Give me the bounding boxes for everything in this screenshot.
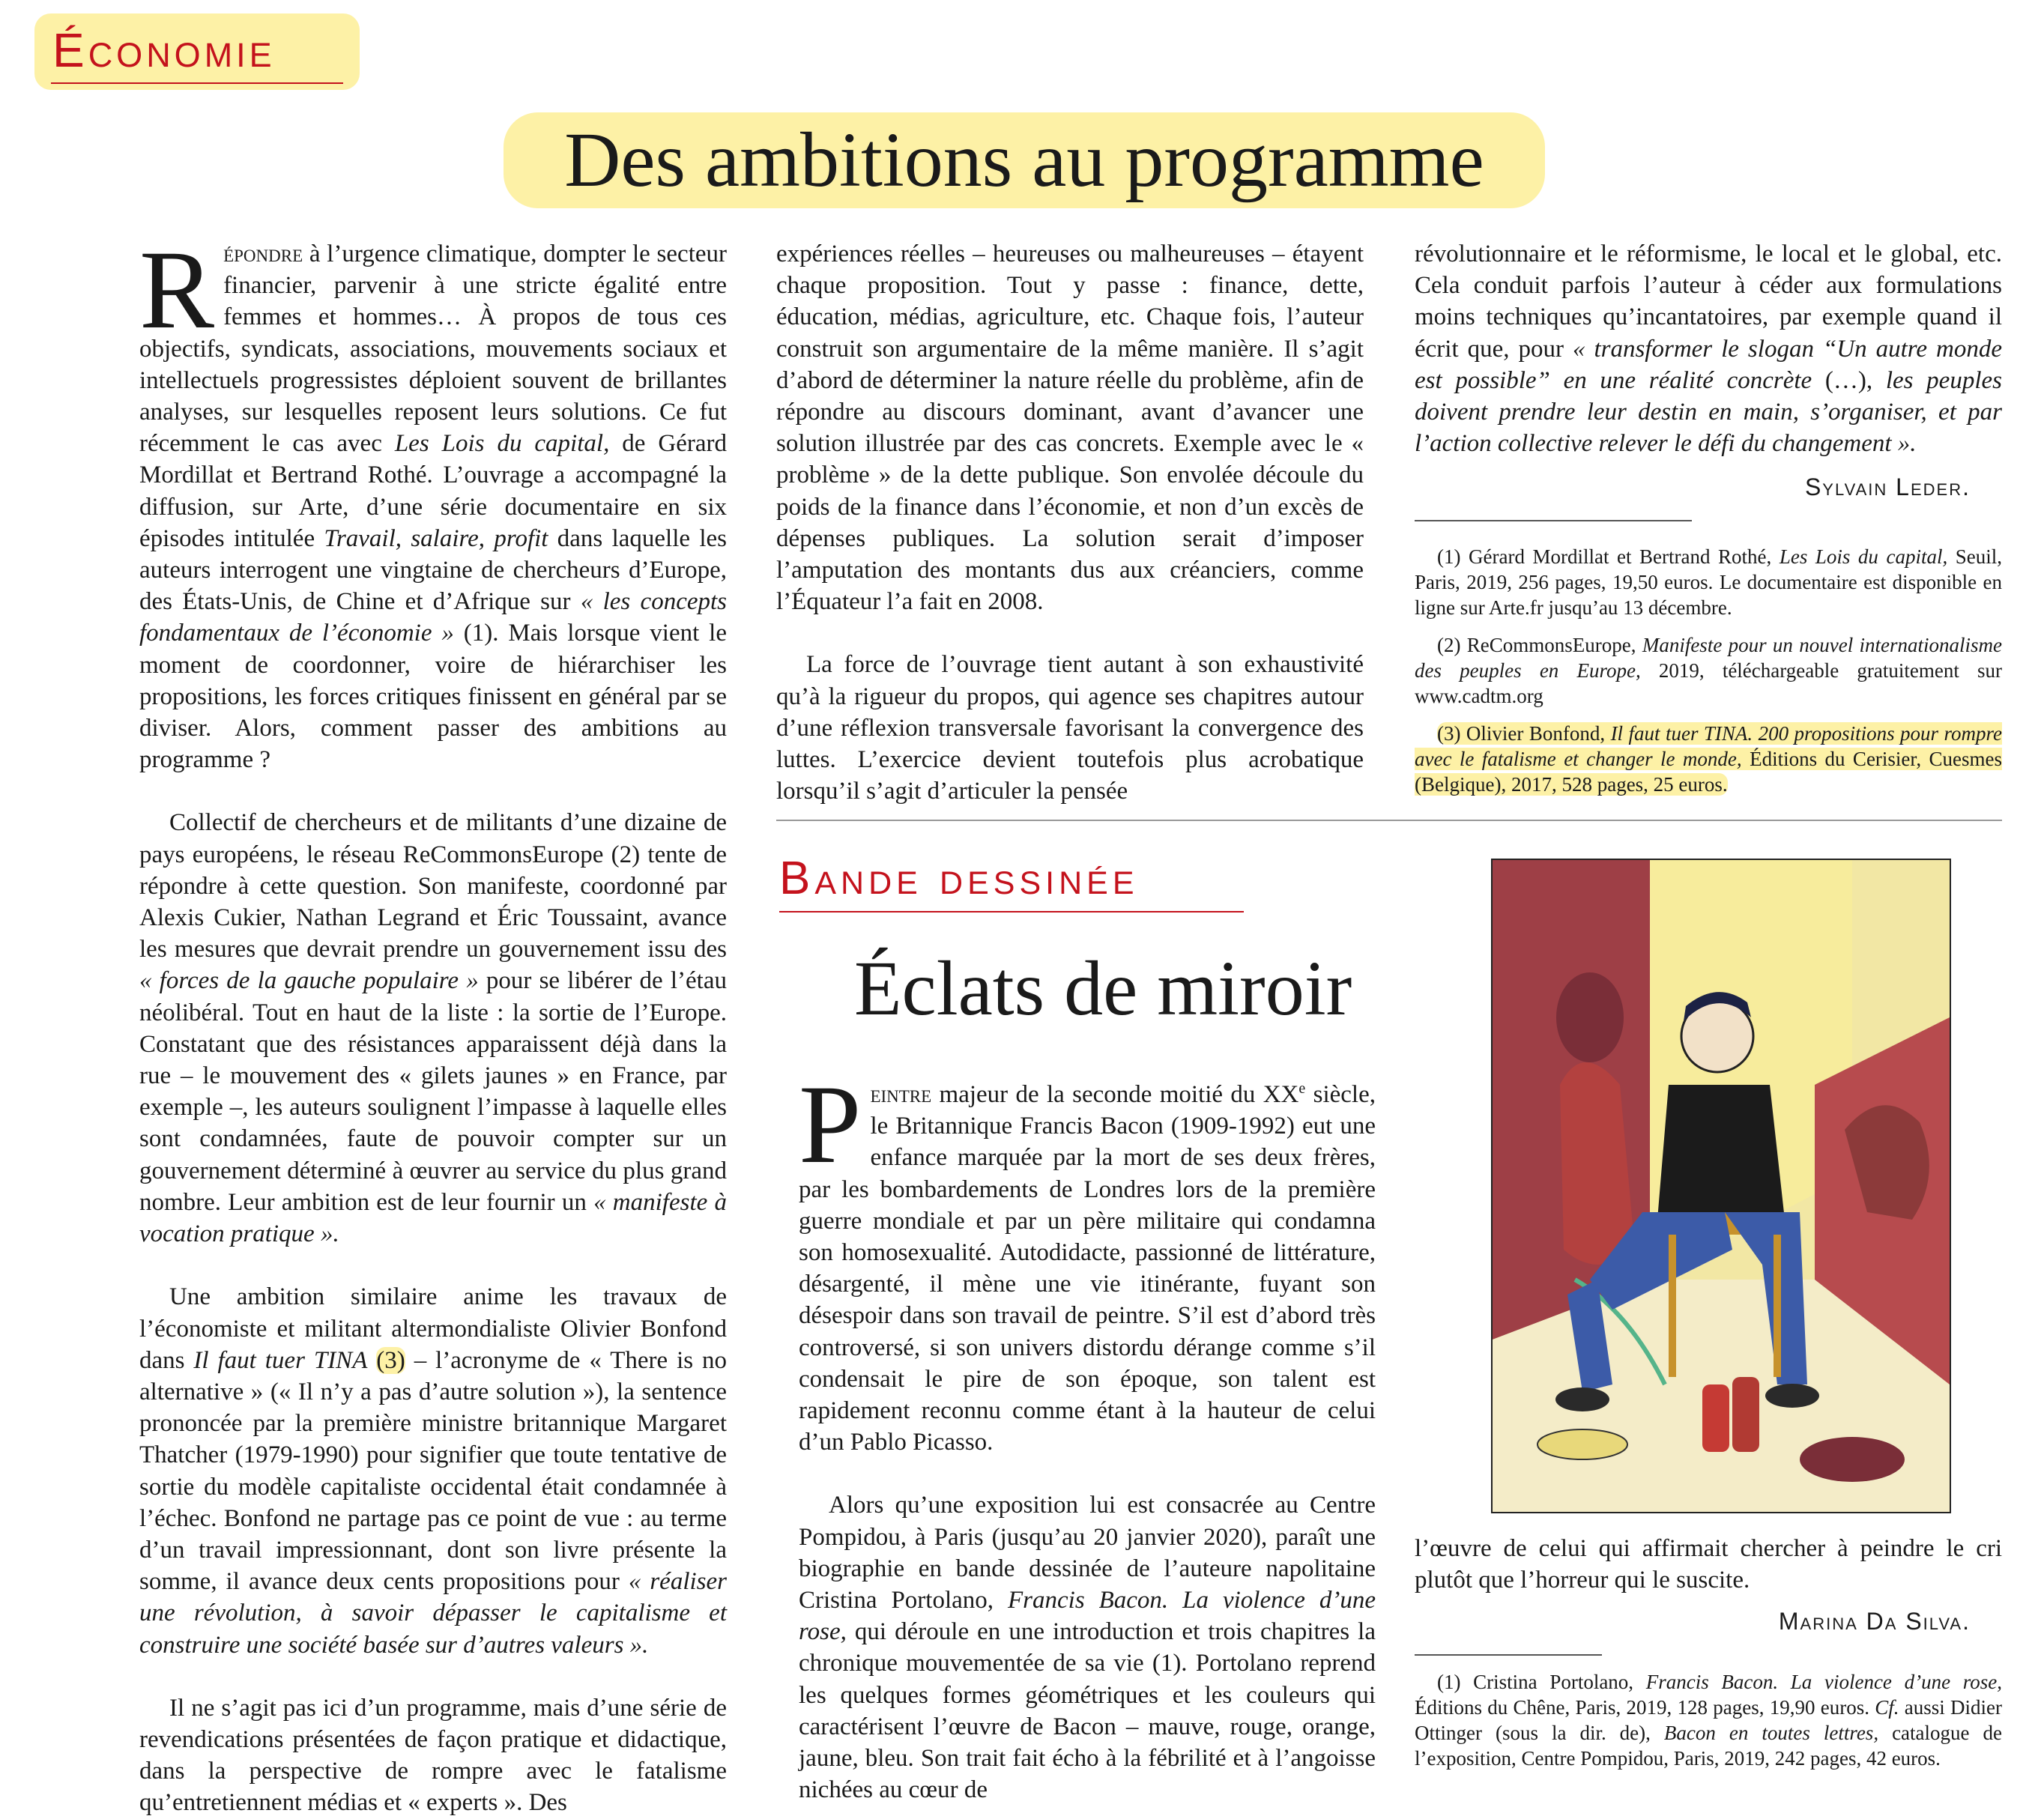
section-separator [776, 820, 2002, 821]
paragraph: expériences réelles – heureuses ou malheureuses – étayent chaque proposition. Tout y passe : finance, dette, éducation, médias, agriculture, etc. Chaque fois, l’auteur construit son argumentaire de la même manière. Il s’agit d’abord de déterminer la nature réelle du problème, afin de répondre au discours dominant, avant d’avancer une solution illustrée par des cas concrets. Exemple avec le « problème » de la dette publique. Son envolée découle du poids de la finance dans l’économie, et non d’un excès de dépenses publiques. La solution serait d’imposer l’amputation des montants dus aux créanciers, comme l’Équateur l’a fait en 2008. [776, 240, 1364, 616]
footnote-2: (2) ReCommonsEurope, Manifeste pour un nouvel internationalisme des peuples en Europe, 2019, téléchargeable gratuitement sur www.cadtm.org [1415, 634, 2003, 707]
section-tag-bd [779, 853, 1244, 912]
author-signature: Sylvain Leder. [1804, 473, 1971, 500]
economie-column-3 [1415, 238, 2002, 478]
paragraph: Répondre à l’urgence climatique, dompter le secteur financier, parvenir à une stricte égalité entre femmes et hommes… À propos de tous ces objectifs, syndicats, associations, mouvements sociaux et intellectuels progressistes déploient souvent de brillantes analyses, sur lesquelles reposent leurs solutions. Ce fut récemment le cas avec Les Lois du capital, de Gérard Mordillat et Bertrand Rothé. L’ouvrage a accompagné la diffusion, sur Arte, d’une série documentaire en six épisodes intitulée Travail, salaire, profit dans laquelle les auteurs interrogent une vingtaine de chercheurs d’Europe, des États-Unis, de Chine et d’Afrique sur « les concepts fondamentaux de l’économie » (1). Mais lorsque vient le moment de coordonner, voire de hiérarchiser les propositions, les forces critiques finissent en général par se diviser. Alors, comment passer des ambitions au programme ? [139, 228, 727, 774]
paragraph: Une ambition similaire anime les travaux de l’économiste et militant altermondialiste Olivier Bonfond dans Il faut tuer TINA (3) – l’acronyme de « There is no alternative » (« Il n’y a pas d’autre solution »), la sentence prononcée par la première ministre britannique Margaret Thatcher (1979-1990) pour signifier que toute tentative de sortie du modèle capitaliste occidental était condamnée à l’échec. Bonfond ne partage pas ce point de vue : au terme d’un travail impressionnant, dont son livre présente la somme, il avance deux cents propositions pour « réaliser une révolution, à savoir dépasser le capitalisme et construire une société basée sur d’autres valeurs ». [139, 1283, 728, 1659]
footnote-divider [1415, 1654, 1602, 1656]
economie-column-2 [776, 238, 1364, 805]
footnote-ref-highlight: (3) [376, 1346, 405, 1374]
footnote-divider [1415, 520, 1692, 521]
article-title: Des ambitions au programme [564, 117, 1484, 203]
paragraph: Alors qu’une exposition lui est consacrée au Centre Pompidou, à Paris (jusqu’au 20 janvier 2020), paraît une biographie en bande dessinée de l’auteure napolitaine Cristina Portolano, Francis Bacon. La violence d’une rose, qui déroule en une introduction et trois chapitres la chronique mouvementée de sa vie (1). Portolano reprend les quelques formes géométriques et les couleurs qui caractérisent l’œuvre de Bacon – mauve, rouge, orange, jaune, bleu. Son trait fait écho à la fébrilité et à l’angoisse nichées au cœur de [799, 1492, 1376, 1804]
paragraph: Collectif de chercheurs et de militants d’une dizaine de pays européens, le réseau ReCommonsEurope (2) tente de répondre à cette question. Son manifeste, coordonné par Alexis Cukier, Nathan Legrand et Éric Toussaint, avance les mesures que devrait prendre un gouvernement issu des « forces de la gauche populaire » pour se libérer de l’étau néolibéral. Tout en haut de la liste : la sortie de l’Europe. Constatant que des résistances apparaissent déjà dans la rue – le mouvement des « gilets jaunes » en France, par exemple –, les auteurs soulignent l’impasse à laquelle elles sont condamnées, faute de pouvoir compter sur un gouvernement déterminé à œuvrer au service du plus grand nombre. Leur ambition est de leur fournir un « manifeste à vocation pratique ». [139, 809, 727, 1248]
bacon-portrait-image [1493, 860, 1950, 1512]
bd-column [799, 1062, 1376, 1804]
footnotes [1415, 544, 2002, 809]
footnote-3-highlight: (3) Olivier Bonfond, Il faut tuer TINA. 200 propositions pour rompre avec le fatalisme et changer le monde, Éditions du Cerisier, Cuesmes (Belgique), 2017, 528 pages, 25 euros. [1415, 722, 2002, 796]
bd-footnote [1415, 1669, 2002, 1783]
paragraph: l’œuvre de celui qui affirmait chercher à peindre le cri plutôt que l’horreur qui le suscite. [1415, 1535, 2002, 1594]
drop-cap: P [799, 1062, 862, 1187]
author-signature: Marina Da Silva. [1778, 1608, 1971, 1635]
footnote-3 [1415, 721, 2002, 797]
article-title-pill [504, 112, 1545, 208]
section-underline [779, 911, 1244, 912]
bd-title: Éclats de miroir [854, 945, 1352, 1032]
economie-column-1 [139, 228, 728, 1817]
footnote-1: (1) Gérard Mordillat et Bertrand Rothé, Les Lois du capital, Seuil, Paris, 2019, 256 pages, 19,50 euros. Le documentaire est disponible en ligne sur Arte.fr jusqu’au 13 décembre. [1415, 545, 2002, 619]
section-label: Économie [52, 23, 276, 77]
paragraph: Peintre majeur de la seconde moitié du XXe siècle, le Britannique Francis Bacon (1909-1992) eut une enfance marquée par la mort de ses deux frères, par les bombardements de Londres lors de la première guerre mondiale et par un père militaire qui condamna son homosexualité. Autodidacte, passionné de littérature, désargenté, il mène une vie itinérante, fuyant son désespoir dans son travail de peintre. S’il est d’abord très controversé, si son univers distordu dérange comme s’il condensait le pire de son époque, son talent est rapidement reconnu comme étant à la hauteur de celui d’un Pablo Picasso. [799, 1062, 1376, 1456]
section-underline [51, 82, 343, 84]
section-label: Bande dessinée [779, 853, 1139, 904]
footnote-1: (1) Cristina Portolano, Francis Bacon. La violence d’une rose, Éditions du Chêne, Paris, 2019, 128 pages, 19,90 euros. Cf. aussi Didier Ottinger (sous la dir. de), Bacon en toutes lettres, catalogue de l’exposition, Centre Pompidou, Paris, 2019, 242 pages, 42 euros. [1415, 1671, 2002, 1770]
paragraph: révolutionnaire et le réformisme, le local et le global, etc. Cela conduit parfois l’auteur à céder aux formulations moins techniques qu’incantatoires, par exemple quand il écrit que, pour « transformer le slogan “Un autre monde est possible” en une réalité concrète (…), les peuples doivent prendre leur destin en main, s’organiser, et par l’action collective relever le défi du changement ». [1415, 240, 2002, 458]
comic-illustration [1491, 859, 1951, 1513]
paragraph: Il ne s’agit pas ici d’un programme, mais d’une série de revendications présentées de façon pratique et didactique, dans la perspective de rompre avec le fatalisme qu’entretiennent médias et « experts ». Des [139, 1694, 727, 1817]
drop-cap: R [139, 228, 215, 352]
paragraph: La force de l’ouvrage tient autant à son exhaustivité qu’à la rigueur du propos, qui agence ses chapitres autour d’une réflexion transversale favorisant la convergence des luttes. L’exercice devient toutefois plus acrobatique lorsqu’il s’agit d’articuler la pensée [776, 651, 1364, 805]
section-tag-economie [34, 13, 360, 90]
bd-column-continued [1415, 1533, 2002, 1600]
